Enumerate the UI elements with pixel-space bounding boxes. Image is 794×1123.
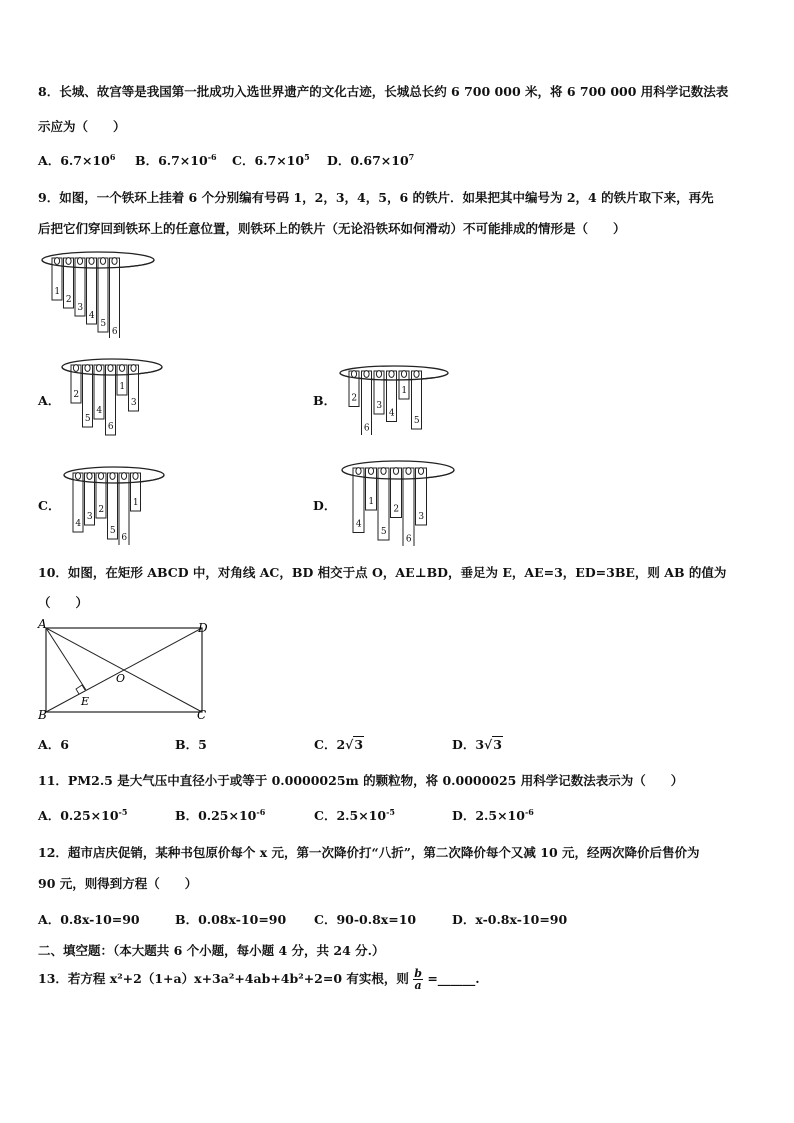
tag-number: 3 [130,398,137,408]
tag-number: 3 [86,512,93,522]
iron-tag [117,365,127,395]
q13-frac-numerator: b [414,967,422,980]
q12-option-a: A．0.8x-10=90 [38,912,140,927]
iron-tag [94,365,104,419]
q13-suffix: =______. [427,971,480,986]
q11-option-d: D．$2.5\times 10^{-6}$ [452,807,534,823]
label-a: A [38,617,47,631]
tag-number: 1 [368,497,375,507]
segment-ae [46,628,86,690]
q11-option-c: C．$2.5\times 10^{-5}$ [314,807,395,823]
iron-tag [366,468,377,510]
label-d: D [198,621,208,635]
tag-number: 5 [413,416,420,426]
q9-option-a-label: A． [38,393,61,408]
q9-stem-line2: 后把它们穿回到铁环上的任意位置，则铁环上的铁片（无论沿铁环如何滑动）不可能排成的情形是（ ） [38,221,626,236]
q9-option-d-label: D． [313,498,337,513]
tag-number: 2 [393,504,400,515]
iron-tag [399,371,409,399]
q8-stem-line1: 8．长城、故宫等是我国第一批成功入选世界遗产的文化古迹，长城总长约 6 700 000 米，将 6 700 000 用科学记数法表 [38,84,729,99]
q9-option-b-label: B． [313,393,337,408]
tag-number: 4 [88,311,95,321]
tag-number: 1 [132,498,139,508]
tag-number: 4 [388,408,395,419]
q10-rectangle-figure [34,614,214,724]
iron-tag [52,258,62,300]
tag-number: 3 [376,401,383,411]
q9-main-figure [40,248,160,338]
q10-option-b: B．5 [175,737,207,752]
label-e: E [81,695,90,708]
tag-number: 5 [380,527,387,537]
tag-number: 1 [401,386,408,396]
iron-tag [64,258,74,308]
q8-option-a: A．$6.7\times 10^6$ [38,152,116,168]
iron-tag [129,365,139,411]
q9-option-c-label: C． [38,498,61,513]
tag-number: 6 [405,534,412,545]
q8-stem-line2: 示应为（ ） [38,119,126,134]
iron-tag [75,258,85,316]
q10-option-d: D．3√3 [452,737,502,752]
q11-option-b: B．$0.25\times 10^{-6}$ [175,807,266,823]
tag-number: 5 [109,526,116,536]
label-c: C [197,708,207,722]
tag-number: 2 [73,390,80,400]
tag-number: 4 [355,519,362,530]
q10-stem-line1: 10．如图，在矩形 ABCD 中，对角线 AC，BD 相交于点 O，AE⊥BD，垂足为 E，AE=3，ED=3BE，则 AB 的值为 [38,565,727,580]
q12-option-d: D．x-0.8x-10=90 [452,912,568,927]
iron-tag [96,473,106,518]
tag-number: 4 [75,519,82,529]
iron-tag [71,365,81,403]
tag-number: 6 [107,422,114,432]
q8-option-c: C．$6.7\times 10^5$ [232,152,310,168]
iron-tag [110,258,120,338]
tag-number: 6 [363,423,370,434]
tag-number: 2 [98,505,105,515]
q11-option-a: A．$0.25\times 10^{-5}$ [38,807,128,823]
q9-option-b-figure [338,363,458,435]
iron-tag [349,371,359,407]
iron-tag [131,473,141,511]
tag-number: 2 [65,295,72,305]
q13-frac-denominator: a [414,979,422,992]
label-b: B [38,708,47,722]
tag-number: 3 [77,303,84,313]
iron-tag [416,468,427,525]
iron-tag [391,468,402,518]
q10-stem-line2: （ ） [38,595,89,610]
section-heading-fill-in: 二、填空题：（本大题共 6 个小题，每小题 4 分，共 24 分.） [38,943,385,958]
q13-prefix: 13．若方程 x²+2（1+a）x+3a²+4ab+4b²+2=0 有实根，则 [38,971,409,986]
tag-number: 4 [96,406,103,416]
tag-number: 5 [100,319,107,329]
tag-number: 5 [84,414,91,424]
q9-option-d-figure [340,458,460,546]
q8-option-b: B．$6.7\times 10^{-6}$ [135,152,217,168]
q13-fraction [413,968,423,991]
q12-stem-line1: 12．超市店庆促销，某种书包原价每个 x 元，第一次降价打“八折”，第二次降价每个又减 10 元，经两次降价后售价为 [38,845,700,860]
q12-option-c: C．90-0.8x=10 [314,912,417,927]
label-o: O [116,672,126,685]
iron-tag [374,371,384,414]
q10-option-c: C．2√3 [314,737,364,752]
tag-number: 6 [111,327,118,337]
q9-option-a-figure [60,355,180,437]
tag-number: 1 [119,382,126,392]
q13-stem [38,968,480,991]
tag-number: 3 [418,512,425,522]
iron-tag [98,258,108,332]
tag-number: 2 [351,393,358,404]
q10-option-a: A．6 [38,737,69,752]
iron-tag [362,371,372,435]
q9-option-c-figure [62,463,172,545]
q9-stem-line1: 9．如图，一个铁环上挂着 6 个分别编有号码 1，2，3，4，5，6 的铁片．如果把其中编号为 2，4 的铁片取下来，再先 [38,190,714,205]
q8-option-d: D．$0.67\times 10^7$ [327,152,415,168]
tag-number: 6 [121,533,128,543]
iron-tag [85,473,95,525]
q12-option-b: B．0.08x-10=90 [175,912,287,927]
iron-tag [387,371,397,422]
q12-stem-line2: 90 元，则得到方程（ ） [38,876,198,891]
q11-stem: 11．PM2.5 是大气压中直径小于或等于 0.0000025m 的颗粒物，将 0.0000025 用科学记数法表示为（ ） [38,773,684,788]
tag-number: 1 [54,287,61,297]
